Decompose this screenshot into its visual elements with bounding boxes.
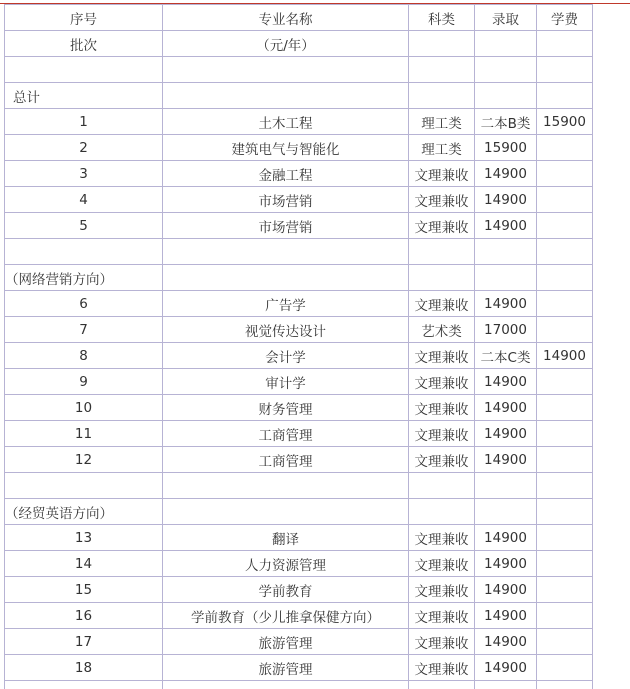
row-index: 4 — [5, 187, 163, 213]
row-admission: 14900 — [475, 187, 537, 213]
row-major-name: 翻译 — [163, 525, 409, 551]
row-admission: 17000 — [475, 317, 537, 343]
header-unit: （元/年） — [163, 31, 409, 57]
row-category: 文理兼收 — [409, 577, 475, 603]
row-admission: 二本B类 — [475, 109, 537, 135]
section-label: （经贸英语方向） — [5, 499, 163, 525]
row-admission: 14900 — [475, 447, 537, 473]
row-tuition — [537, 213, 593, 239]
row-admission: 14900 — [475, 525, 537, 551]
admission-table — [4, 4, 593, 689]
row-tuition: 15900 — [537, 109, 593, 135]
row-major-name: 学前教育 — [163, 577, 409, 603]
spacer-row — [5, 239, 593, 265]
table-row — [5, 655, 593, 681]
table-row — [5, 577, 593, 603]
header-major: 专业名称 — [163, 5, 409, 31]
row-index: 5 — [5, 213, 163, 239]
row-index: 1 — [5, 109, 163, 135]
row-admission: 14900 — [475, 369, 537, 395]
row-index: 3 — [5, 161, 163, 187]
row-major-name: 工商管理 — [163, 447, 409, 473]
section-total: 总计 — [5, 83, 163, 109]
row-index: 12 — [5, 447, 163, 473]
table-row — [5, 109, 593, 135]
header-index: 序号 — [5, 5, 163, 31]
header-row — [5, 5, 593, 31]
row-tuition — [537, 187, 593, 213]
row-tuition — [537, 525, 593, 551]
row-category: 文理兼收 — [409, 395, 475, 421]
row-tuition — [537, 161, 593, 187]
row-admission: 二本C类 — [475, 343, 537, 369]
row-category: 文理兼收 — [409, 187, 475, 213]
row-index: 7 — [5, 317, 163, 343]
header-category: 科类 — [409, 5, 475, 31]
row-index: 9 — [5, 369, 163, 395]
table-row — [5, 291, 593, 317]
row-index: 18 — [5, 655, 163, 681]
row-admission: 14900 — [475, 577, 537, 603]
row-major-name: 工商管理 — [163, 421, 409, 447]
row-admission: 14900 — [475, 421, 537, 447]
section-row — [5, 265, 593, 291]
row-tuition — [537, 291, 593, 317]
row-category: 理工类 — [409, 135, 475, 161]
row-major-name: 土木工程 — [163, 109, 409, 135]
section-row-total — [5, 83, 593, 109]
row-major-name: 市场营销 — [163, 213, 409, 239]
row-admission: 14900 — [475, 291, 537, 317]
row-major-name: 学前教育（少儿推拿保健方向） — [163, 603, 409, 629]
row-tuition — [537, 629, 593, 655]
table-row — [5, 317, 593, 343]
row-admission: 14900 — [475, 551, 537, 577]
row-category: 文理兼收 — [409, 213, 475, 239]
row-category: 文理兼收 — [409, 655, 475, 681]
row-admission: 14900 — [475, 629, 537, 655]
row-tuition — [537, 421, 593, 447]
section-label: （网络营销方向） — [5, 265, 163, 291]
row-major-name: 审计学 — [163, 369, 409, 395]
row-major-name: 会计学 — [163, 343, 409, 369]
row-admission: 14900 — [475, 395, 537, 421]
table-row — [5, 343, 593, 369]
row-index: 6 — [5, 291, 163, 317]
row-index: 10 — [5, 395, 163, 421]
row-category: 文理兼收 — [409, 525, 475, 551]
row-index: 13 — [5, 525, 163, 551]
row-index: 8 — [5, 343, 163, 369]
row-category: 理工类 — [409, 109, 475, 135]
table-row — [5, 421, 593, 447]
table-body — [5, 5, 593, 689]
table-row — [5, 447, 593, 473]
row-tuition — [537, 603, 593, 629]
row-major-name: 金融工程 — [163, 161, 409, 187]
row-index: 14 — [5, 551, 163, 577]
row-category: 艺术类 — [409, 317, 475, 343]
table-row — [5, 213, 593, 239]
row-index: 11 — [5, 421, 163, 447]
row-tuition — [537, 577, 593, 603]
cut-row — [5, 681, 593, 689]
row-category: 文理兼收 — [409, 369, 475, 395]
row-major-name: 视觉传达设计 — [163, 317, 409, 343]
row-admission: 14900 — [475, 655, 537, 681]
table-row — [5, 603, 593, 629]
row-admission: 14900 — [475, 603, 537, 629]
table-row — [5, 629, 593, 655]
spacer-row — [5, 57, 593, 83]
row-category: 文理兼收 — [409, 161, 475, 187]
row-tuition — [537, 655, 593, 681]
table-row — [5, 525, 593, 551]
row-category: 文理兼收 — [409, 551, 475, 577]
table-row — [5, 395, 593, 421]
row-tuition — [537, 551, 593, 577]
table-row — [5, 369, 593, 395]
table-row — [5, 551, 593, 577]
row-category: 文理兼收 — [409, 343, 475, 369]
row-index: 17 — [5, 629, 163, 655]
row-category: 文理兼收 — [409, 291, 475, 317]
row-major-name: 建筑电气与智能化 — [163, 135, 409, 161]
row-major-name: 市场营销 — [163, 187, 409, 213]
row-admission: 15900 — [475, 135, 537, 161]
table-row — [5, 187, 593, 213]
header-batch: 批次 — [5, 31, 163, 57]
row-category: 文理兼收 — [409, 447, 475, 473]
row-index: 15 — [5, 577, 163, 603]
table-row — [5, 135, 593, 161]
row-tuition: 14900 — [537, 343, 593, 369]
row-major-name: 旅游管理 — [163, 629, 409, 655]
row-index: 2 — [5, 135, 163, 161]
row-major-name: 旅游管理 — [163, 655, 409, 681]
row-admission: 14900 — [475, 213, 537, 239]
row-tuition — [537, 135, 593, 161]
row-major-name: 财务管理 — [163, 395, 409, 421]
row-major-name: 人力资源管理 — [163, 551, 409, 577]
spacer-row — [5, 473, 593, 499]
section-row — [5, 499, 593, 525]
header-row-2 — [5, 31, 593, 57]
header-admission: 录取 — [475, 5, 537, 31]
row-category: 文理兼收 — [409, 629, 475, 655]
row-tuition — [537, 369, 593, 395]
row-major-name: 广告学 — [163, 291, 409, 317]
row-tuition — [537, 447, 593, 473]
row-category: 文理兼收 — [409, 603, 475, 629]
row-index: 16 — [5, 603, 163, 629]
table-row — [5, 161, 593, 187]
row-admission: 14900 — [475, 161, 537, 187]
row-category: 文理兼收 — [409, 421, 475, 447]
row-tuition — [537, 317, 593, 343]
header-tuition: 学费 — [537, 5, 593, 31]
row-tuition — [537, 395, 593, 421]
